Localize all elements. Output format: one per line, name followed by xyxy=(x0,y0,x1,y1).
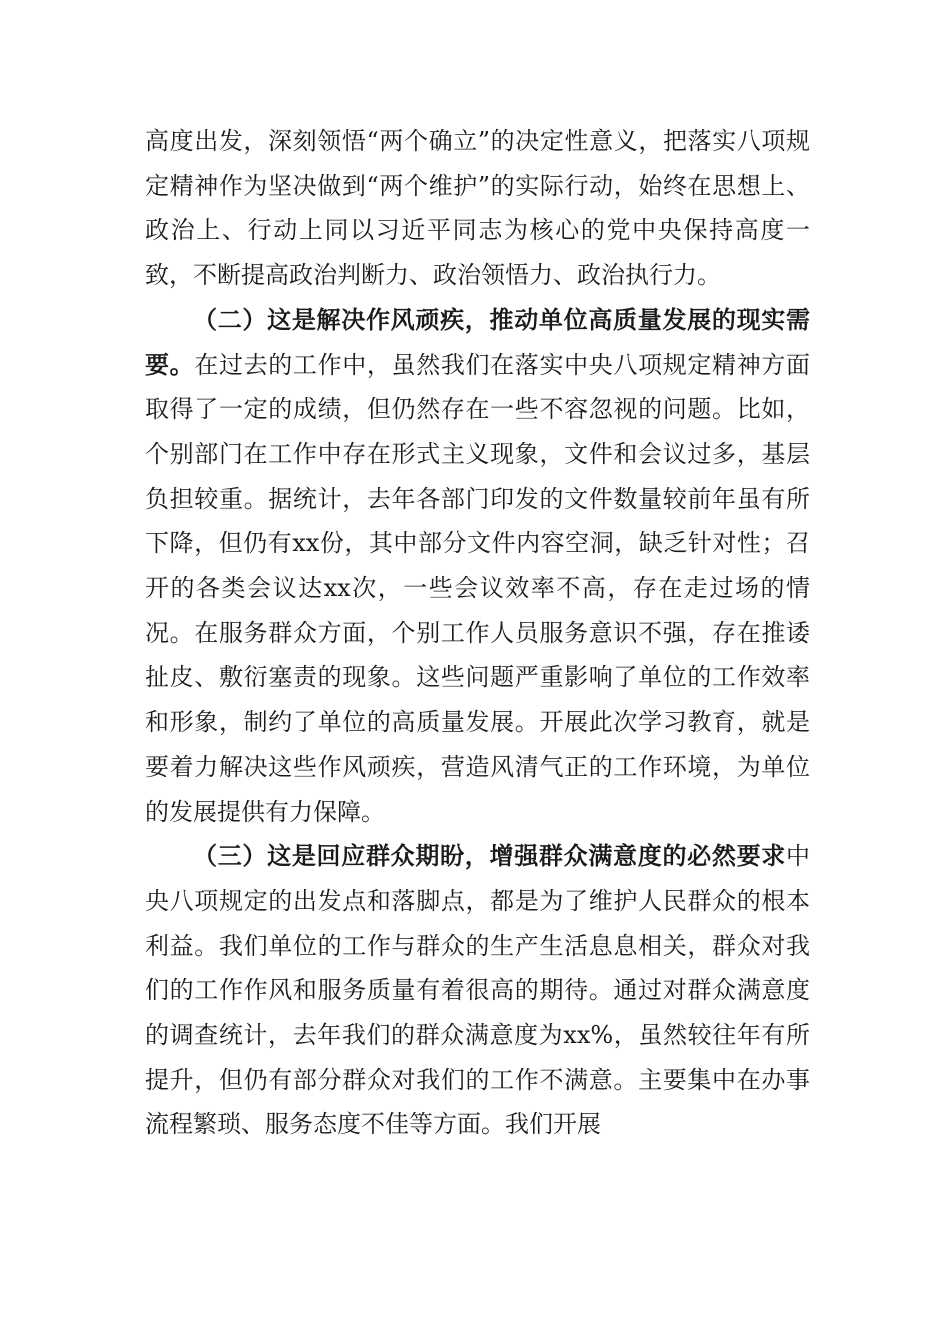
paragraph-text: 高度出发，深刻领悟“两个确立”的决定性意义，把落实八项规定精神作为坚决做到“两个维护”的实际行动，始终在思想上、政治上、行动上同以习近平同志为核心的党中央保持高度一致，不断提高政治判断力、政治领悟力、政治执行力。 xyxy=(145,127,810,290)
section-heading-3: （三）这是回应群众期盼，增强群众满意度的必然要求 xyxy=(193,841,786,871)
paragraph-continuation xyxy=(145,119,810,298)
paragraph-section-2 xyxy=(145,298,810,834)
section-heading-2: （二）这是解决作风顽疾，推动单位高质量发展的现实需要。 xyxy=(145,304,810,379)
document-body xyxy=(145,119,810,1147)
paragraph-text: 中央八项规定的出发点和落脚点，都是为了维护人民群众的根本利益。我们单位的工作与群众的生产生活息息相关，群众对我们的工作作风和服务质量有着很高的期待。通过对群众满意度的调查统计，去年我们的群众满意度为xx%，虽然较往年有所提升，但仍有部分群众对我们的工作不满意。主要集中在办事流程繁琐、服务态度不佳等方面。我们开展 xyxy=(145,842,810,1139)
paragraph-text: 在过去的工作中，虽然我们在落实中央八项规定精神方面取得了一定的成绩，但仍然存在一些不容忽视的问题。比如，个别部门在工作中存在形式主义现象，文件和会议过多，基层负担较重。据统计，去年各部门印发的文件数量较前年虽有所下降，但仍有xx份，其中部分文件内容空洞，缺乏针对性；召开的各类会议达xx次，一些会议效率不高，存在走过场的情况。在服务群众方面，个别工作人员服务意识不强，存在推诿扯皮、敷衍塞责的现象。这些问题严重影响了单位的工作效率和形象，制约了单位的高质量发展。开展此次学习教育，就是要着力解决这些作风顽疾，营造风清气正的工作环境，为单位的发展提供有力保障。 xyxy=(145,350,811,826)
paragraph-section-3 xyxy=(145,834,810,1147)
